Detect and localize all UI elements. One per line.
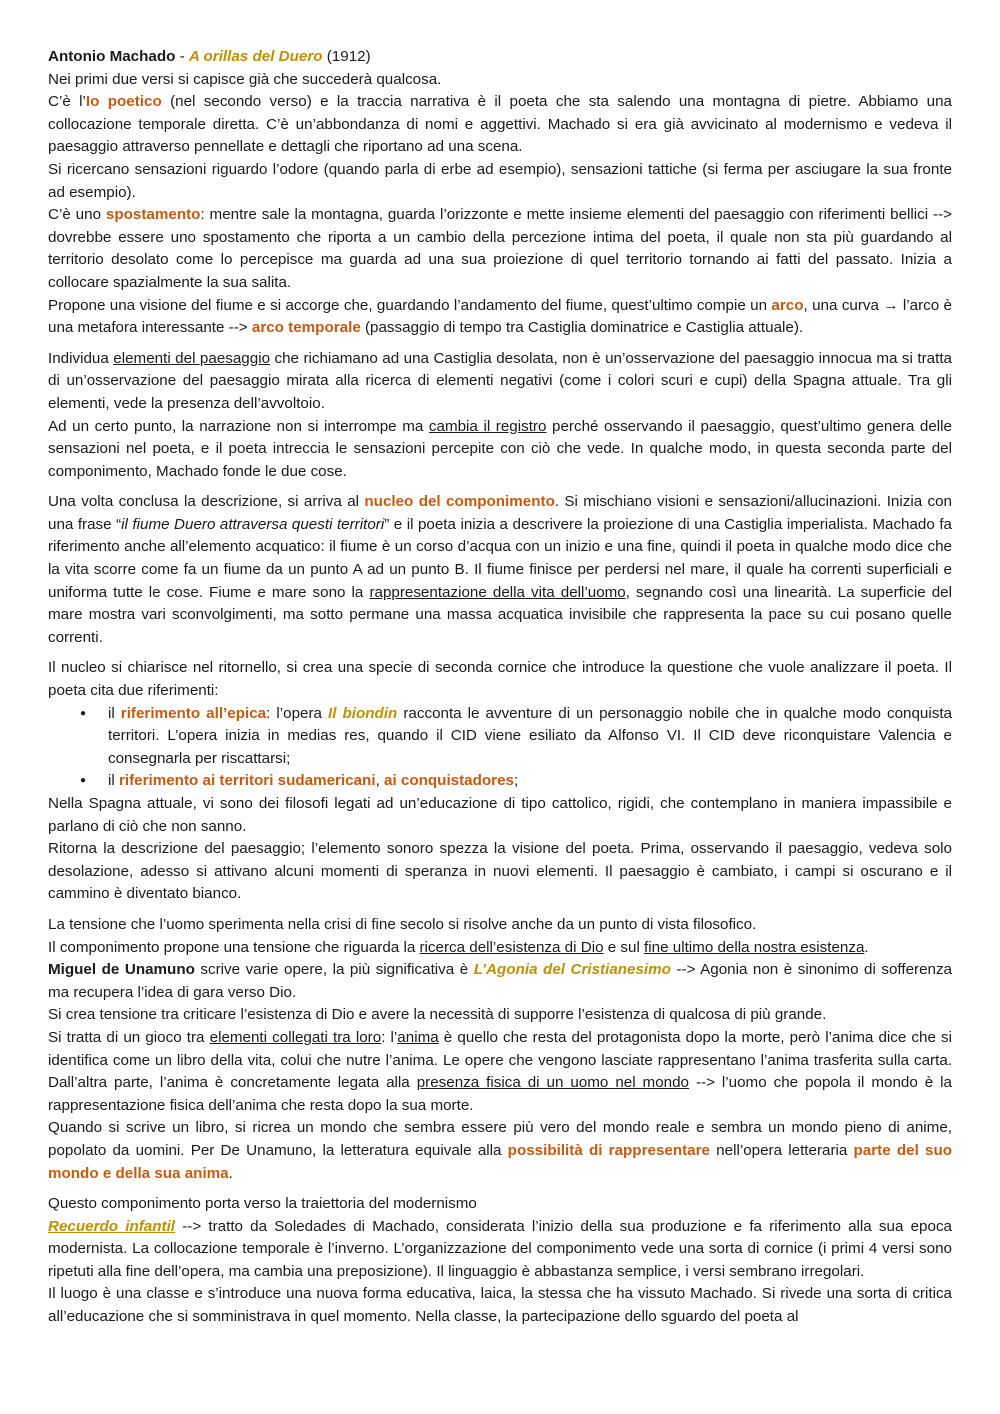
paragraph: Ritorna la descrizione del paesaggio; l’elemento sonoro spezza la visione del poeta. Prima, osservando il paesaggio, vedeva solo desolazione, adesso si attivano alcuni momenti di speranza in nuovi elementi. Il paesaggio è cambiato, i campi si oscurano e il cammino è diventato bianco. bbox=[48, 840, 952, 903]
work-year: (1912) bbox=[322, 48, 371, 65]
document-title: Antonio Machado - A orillas del Duero (1912) bbox=[48, 48, 371, 65]
paragraph: Ad un certo punto, la narrazione non si interrompe ma cambia il registro perché osservando il paesaggio, quest’ultimo genera delle sensazioni nel poeta, e il poeta intreccia le sensazioni percepite con ciò che vede. In qualche modo, in questa seconda parte del componimento, Machado fonde le due cose. bbox=[48, 417, 952, 480]
paragraph: Una volta conclusa la descrizione, si arriva al nucleo del componimento. Si mischiano visioni e sensazioni/allucinazioni. Inizia con una frase “il fiume Duero attraversa questi territori” e il poeta inizia a descrivere la proiezione di una Castiglia imperialista. Machado fa riferimento anche all’elemento acquatico: il fiume è un corso d’acqua con un inizio e una fine, quindi il poeta in qualche modo dice che la vita scorre come fa un fiume da un punto A ad un punto B. Il fiume finisce per perdersi nel mare, il quale ha correnti superficiali e uniforma tutte le cose. Fiume e mare sono la rappresentazione della vita dell’uomo, segnando così una linearità. La superficie del mare mostra vari sconvolgimenti, ma sotto permane una massa acquatica invisibile che rappresenta la pace su cui posano quelle correnti. bbox=[48, 493, 952, 646]
paragraph: Si ricercano sensazioni riguardo l’odore (quando parla di erbe ad esempio), sensazioni tattiche (si ferma per asciugare la sua fronte ad esempio). bbox=[48, 160, 952, 201]
paragraph: Nei primi due versi si capisce già che succederà qualcosa. bbox=[48, 70, 442, 88]
paragraph: Individua elementi del paesaggio che richiamano ad una Castiglia desolata, non è un’osservazione del paesaggio innocua ma si tratta di un’osservazione del paesaggio mirata alla ricerca di elementi negativi (come i colori scuri e cupi) della Spagna attuale. Tra gli elementi, vede la presenza dell’avvoltoio. bbox=[48, 349, 952, 412]
paragraph: Il nucleo si chiarisce nel ritornello, si crea una specie di seconda cornice che introduce la questione che vuole analizzare il poeta. Il poeta cita due riferimenti: bbox=[48, 659, 952, 700]
paragraph: Quando si scrive un libro, si ricrea un mondo che sembra essere più vero del mondo reale e sembra un mondo pieno di anime, popolato da uomini. Per De Unamuno, la letteratura equivale alla possibilità di rappresentare nell’opera letteraria parte del suo mondo e della sua anima. bbox=[48, 1119, 953, 1182]
paragraph: Il componimento propone una tensione che riguarda la ricerca dell’esistenza di Dio e sul fine ultimo della nostra esistenza. bbox=[48, 938, 869, 956]
paragraph: Miguel de Unamuno scrive varie opere, la più significativa è L’Agonia del Cristianesimo --> Agonia non è sinonimo di sofferenza ma recupera l’idea di gara verso Dio. bbox=[48, 961, 953, 1001]
paragraph: C’è l’Io poetico (nel secondo verso) e la traccia narrativa è il poeta che sta salendo una montagna di pietre. Abbiamo una collocazione temporale diretta. C’è un’abbondanza di nomi e aggettivi. Machado si era già avvicinato al modernismo e vedeva il paesaggio attraverso pennellate e dettagli che riportano ad una scena. bbox=[48, 93, 952, 156]
paragraph: Propone una visione del fiume e si accorge che, guardando l’andamento del fiume, quest’ultimo compie un arco, una curva → l’arco è una metafora interessante --> arco temporale (passaggio di tempo tra Castiglia dominatrice e Castiglia attuale). bbox=[48, 296, 952, 337]
paragraph: Si tratta di un gioco tra elementi collegati tra loro: l’anima è quello che resta del protagonista dopo la morte, però l’anima dice che si identifica come un libro della vita, colui che nutre l’anima. Le opere che vengono lasciate rappresentano l’anima trasferita sulla carta. Dall’altra parte, l’anima è concretamente legata alla presenza fisica di un uomo nel mondo --> l’uomo che popola il mondo è la rappresentazione fisica dell’anima che resta dopo la sua morte. bbox=[48, 1028, 953, 1114]
paragraph: Nella Spagna attuale, vi sono dei filosofi legati ad un’educazione di tipo cattolico, rigidi, che contemplano in maniera impassibile e parlano di ciò che non sanno. bbox=[48, 795, 952, 835]
paragraph: Recuerdo infantil --> tratto da Soledades di Machado, considerata l’inizio della sua produzione e fa riferimento alla sua epoca modernista. La collocazione temporale è l’inverno. L’organizzazione del componimento vede una sorta di cornice (i primi 4 versi sono ripetuti alla fine dell’opera, ma cambia una preposizione). Il linguaggio è abbastanza semplice, i versi sembrano irregolari. bbox=[48, 1217, 952, 1280]
author-name: Antonio Machado bbox=[48, 48, 176, 65]
paragraph: Questo componimento porta verso la traiettoria del modernismo bbox=[48, 1195, 477, 1213]
paragraph: C’è uno spostamento: mentre sale la montagna, guarda l’orizzonte e mette insieme elementi del paesaggio con riferimenti bellici --> dovrebbe essere uno spostamento che riporta a un cambio della percezione intima del poeta, il quale non sta più guardando al territorio desolato come lo percepisce ma guarda ad una sua proiezione di quel territorio tornando ai fatti del passato. Inizia a collocare spazialmente la sua salita. bbox=[48, 206, 952, 291]
paragraph: La tensione che l’uomo sperimenta nella crisi di fine secolo si risolve anche da un punto di vista filosofico. bbox=[48, 915, 757, 933]
document-page bbox=[48, 46, 952, 1329]
bullet-list bbox=[48, 703, 952, 793]
list-item: ● il riferimento all’epica: l’opera Il biondin racconta le avventure di un personaggio nobile che in qualche modo conquista territori. L’opera inizia in medias res, quando il CID viene esiliato da Alfonso VI. Il CID deve riconquistare Valencia e consegnarla per riscattarsi; bbox=[108, 703, 952, 771]
list-item: ● il riferimento ai territori sudamericani, ai conquistadores; bbox=[108, 770, 952, 793]
paragraph: Il luogo è una classe e s’introduce una nuova forma educativa, laica, la stessa che ha vissuto Machado. Si rivede una sorta di critica all’educazione che si somministrava in quel momento. Nella classe, la partecipazione dello sguardo del poeta al bbox=[48, 1285, 952, 1326]
paragraph: Si crea tensione tra criticare l’esistenza di Dio e avere la necessità di supporre l’esistenza di qualcosa di più grande. bbox=[48, 1006, 827, 1024]
work-title: A orillas del Duero bbox=[188, 48, 323, 65]
